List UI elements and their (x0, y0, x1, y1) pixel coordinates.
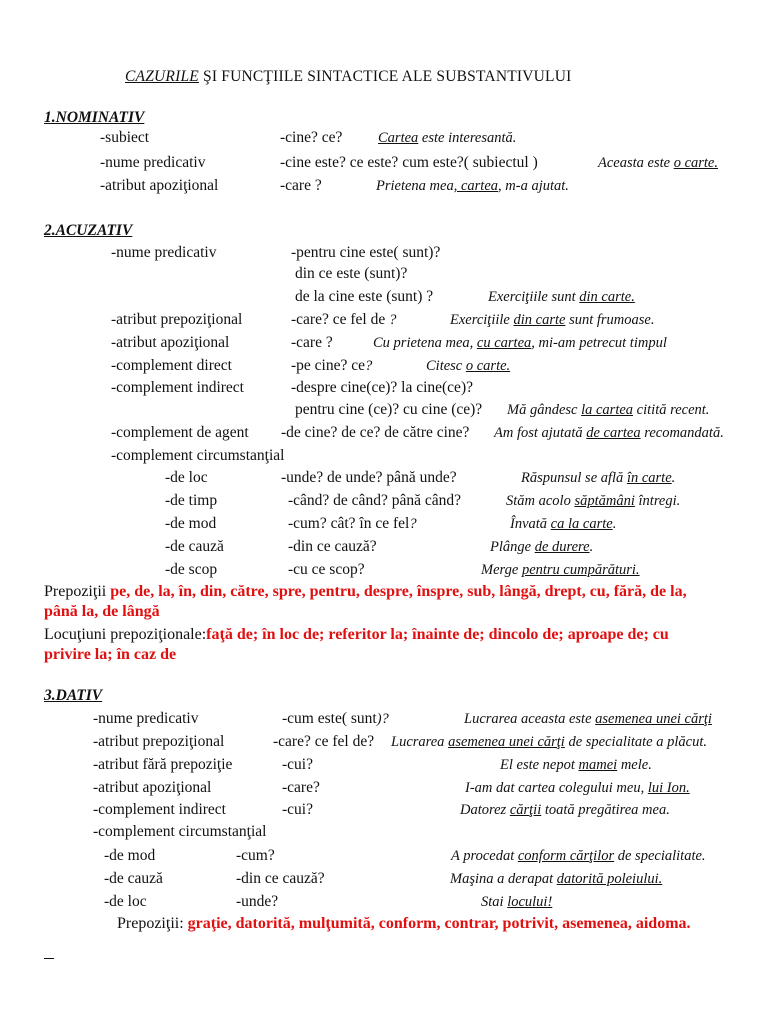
example-text: Merge (481, 562, 522, 578)
acuzativ-prepositions-line-2 (44, 603, 160, 621)
function-label: -atribut apoziţional (111, 334, 230, 351)
example-text: Stai (481, 894, 508, 910)
example-text: toată pregătirea mea. (541, 802, 670, 818)
example-text: Lucrarea aceasta este (464, 711, 596, 727)
example-text: Citesc (426, 358, 466, 374)
example-text: citită recent. (633, 402, 710, 418)
acuzativ-prepositions-line-1 (44, 583, 687, 601)
question-main: -cine este? ce este? cum este?( subiectul ) (280, 154, 538, 171)
example-text: Învată (510, 516, 551, 532)
question-mark: ? (389, 312, 397, 328)
example-underlined-word: datorită poleiului. (556, 871, 663, 887)
example-text: I-am dat cartea colegului meu, (465, 780, 648, 796)
question-main: -unde? de unde? până unde? (281, 469, 457, 486)
dativ-prepositions-line (117, 915, 691, 933)
question-text (288, 515, 417, 533)
question-main: -când? de când? până când? (288, 492, 461, 509)
example-text: Stăm acolo (506, 493, 575, 509)
function-label: -nume predicativ (93, 710, 199, 727)
function-label: -de cauză (104, 870, 163, 887)
function-label: -complement circumstanţial (93, 823, 267, 840)
acuzativ-locutions-line-1 (44, 626, 669, 644)
question-main: -care? ce fel de (291, 311, 390, 328)
question-mark: ? (365, 358, 373, 374)
question-text (295, 401, 482, 419)
example-text: de specialitate. (614, 848, 706, 864)
example-underlined-word: la cartea (581, 402, 634, 418)
example-underlined-word: , cartea (453, 178, 499, 194)
dativ-prepositions-label: Prepoziţii: (117, 915, 188, 932)
function-label: -complement de agent (111, 424, 249, 441)
example-sentence (500, 756, 652, 774)
example-underlined-word: cu cartea (476, 335, 532, 351)
example-underlined-word: de durere (534, 539, 590, 555)
example-sentence (507, 401, 709, 419)
example-text: Lucrarea (391, 734, 449, 750)
example-text: . (671, 470, 676, 486)
question-text (288, 492, 461, 510)
question-text (282, 756, 313, 774)
example-sentence (465, 779, 690, 797)
question-text (282, 710, 389, 728)
example-underlined-word: din carte. (579, 289, 635, 305)
acuzativ-prepositions-list-2: până la, de lângă (44, 603, 160, 620)
function-label: -atribut prepoziţional (93, 733, 225, 750)
question-text (236, 870, 325, 888)
question-text (291, 244, 440, 262)
function-label: -de loc (165, 469, 208, 486)
example-sentence (521, 469, 675, 487)
question-main: -care? ce fel de? (273, 733, 375, 750)
question-text (288, 561, 365, 579)
acuzativ-locutions-list-2: privire la; în caz de (44, 646, 177, 663)
question-text (291, 379, 473, 397)
question-main: din ce este (sunt)? (295, 265, 408, 282)
function-label: -de loc (104, 893, 147, 910)
question-main: -din ce cauză? (236, 870, 325, 887)
example-sentence (426, 357, 510, 375)
example-text: mele. (617, 757, 652, 773)
example-text: Prietena mea (376, 178, 454, 194)
question-main: -unde? (236, 893, 279, 910)
question-text (288, 538, 377, 556)
question-text (281, 469, 457, 487)
question-text (291, 334, 333, 352)
example-sentence (506, 492, 680, 510)
question-text (280, 177, 322, 195)
example-underlined-word: săptămâni (574, 493, 635, 509)
example-sentence (450, 870, 662, 888)
question-main: -cum? (236, 847, 275, 864)
example-text: Exerciţiile (450, 312, 514, 328)
function-label: -de mod (104, 847, 156, 864)
title-part-2: ŞI FUNCŢIILE SINTACTICE ALE SUBSTANTIVULUI (198, 68, 572, 85)
example-sentence (378, 129, 516, 147)
example-underlined-word: asemenea unei cărţi (595, 711, 712, 727)
question-main: -cum este( sunt (282, 710, 377, 727)
question-text (281, 424, 469, 442)
example-underlined-word: o carte. (673, 155, 718, 171)
question-text (273, 733, 374, 751)
dativ-prepositions-list: graţie, datorită, mulţumită, conform, contrar, potrivit, asemenea, aidoma. (187, 915, 691, 932)
example-sentence (490, 538, 593, 556)
function-label: -complement indirect (111, 379, 244, 396)
bottom-dash (44, 958, 54, 959)
example-sentence (464, 710, 712, 728)
question-text (295, 265, 407, 283)
example-text: de specialitate a plăcut. (564, 734, 707, 750)
question-main: pentru cine (ce)? cu cine (ce)? (295, 401, 483, 418)
function-label: -nume predicativ (100, 154, 206, 171)
function-label: -subiect (100, 129, 150, 146)
example-underlined-word: pentru cumpărături. (521, 562, 640, 578)
example-text: Exerciţiile sunt (488, 289, 580, 305)
example-sentence (488, 288, 635, 306)
question-text (236, 847, 275, 865)
question-main: -cui? (282, 801, 313, 818)
example-text: Cu prietena mea, (373, 335, 477, 351)
example-sentence (510, 515, 616, 533)
example-sentence (481, 893, 552, 911)
question-text (282, 779, 320, 797)
question-text (291, 311, 396, 329)
question-main: -cu ce scop? (288, 561, 365, 578)
example-text: El este nepot (500, 757, 579, 773)
example-sentence (450, 311, 654, 329)
example-text: sunt frumoase. (565, 312, 655, 328)
example-underlined-word: în carte (626, 470, 672, 486)
question-text (282, 801, 313, 819)
example-text: Maşina a derapat (450, 871, 557, 887)
question-main: -cum? cât? în ce fel (288, 515, 410, 532)
question-text (280, 129, 342, 147)
question-main: -care ? (291, 334, 333, 351)
example-text: , mi-am petrecut timpul (531, 335, 667, 351)
acuzativ-prepositions-label: Prepoziţii (44, 583, 111, 600)
acuzativ-locutions-list-1: faţă de; în loc de; referitor la; înainte de; dincolo de; aproape de; cu (206, 626, 669, 643)
title-part-1: CAZURILE (125, 68, 199, 85)
function-label: -complement indirect (93, 801, 226, 818)
example-underlined-word: conform cărţilor (517, 848, 615, 864)
example-text: . (612, 516, 617, 532)
function-label: -complement circumstanţial (111, 447, 285, 464)
question-main: -pentru cine este( sunt)? (291, 244, 441, 261)
example-underlined-word: din carte (513, 312, 566, 328)
function-label: -atribut fără prepoziţie (93, 756, 233, 773)
section-heading-nominativ: 1.NOMINATIV (44, 109, 145, 126)
question-main: -de cine? de ce? de către cine? (281, 424, 470, 441)
function-label: -atribut apoziţional (93, 779, 212, 796)
question-text (236, 893, 278, 911)
example-underlined-word: de cartea (586, 425, 641, 441)
example-sentence (391, 733, 707, 751)
example-underlined-word: Cartea (378, 130, 419, 146)
example-sentence (451, 847, 706, 865)
example-underlined-word: cărţii (509, 802, 542, 818)
question-main: -pe cine? ce (291, 357, 365, 374)
example-sentence (598, 154, 718, 172)
question-main: -din ce cauză? (288, 538, 377, 555)
example-text: Mă gândesc (507, 402, 582, 418)
example-underlined-word: asemenea unei cărţi (448, 734, 565, 750)
example-sentence (481, 561, 640, 579)
example-text: este interesantă. (418, 130, 517, 146)
example-text: A procedat (451, 848, 518, 864)
example-text: întregi. (634, 493, 681, 509)
acuzativ-locutions-line-2 (44, 646, 176, 664)
question-text (280, 154, 538, 172)
example-text: Aceasta este (598, 155, 674, 171)
example-underlined-word: o carte. (465, 358, 511, 374)
section-heading-acuzativ: 2.ACUZATIV (44, 222, 133, 239)
function-label: -complement direct (111, 357, 232, 374)
function-label: -nume predicativ (111, 244, 217, 261)
question-text (295, 288, 433, 306)
example-text: Răspunsul se află (521, 470, 627, 486)
example-sentence (460, 801, 670, 819)
function-label: -de mod (165, 515, 217, 532)
acuzativ-prepositions-list-1: pe, de, la, în, din, către, spre, pentru, despre, înspre, sub, lângă, drept, cu, fără, de la, (110, 583, 687, 600)
question-mark: ? (409, 516, 417, 532)
example-text: . (589, 539, 594, 555)
section-heading-dativ: 3.DATIV (44, 687, 103, 704)
document-title (125, 68, 571, 86)
example-sentence (494, 424, 724, 442)
function-label: -de cauză (165, 538, 224, 555)
question-main: -care ? (280, 177, 322, 194)
question-mark: )? (376, 711, 389, 727)
example-underlined-word: locului! (507, 894, 553, 910)
acuzativ-locutions-label: Locuţiuni prepoziţionale: (44, 626, 207, 643)
function-label: -de scop (165, 561, 218, 578)
example-text: Plânge (490, 539, 535, 555)
example-underlined-word: lui Ion. (647, 780, 690, 796)
example-text: , m-a ajutat. (498, 178, 569, 194)
example-text: recomandată. (640, 425, 724, 441)
question-main: -cine? ce? (280, 129, 343, 146)
function-label: -atribut apoziţional (100, 177, 219, 194)
function-label: -atribut prepoziţional (111, 311, 243, 328)
example-underlined-word: mamei (578, 757, 618, 773)
example-sentence (376, 177, 569, 195)
question-main: de la cine este (sunt) ? (295, 288, 434, 305)
function-label: -de timp (165, 492, 218, 509)
question-text (291, 357, 372, 375)
question-main: -despre cine(ce)? la cine(ce)? (291, 379, 473, 396)
example-sentence (373, 334, 667, 352)
example-text: Datorez (460, 802, 510, 818)
example-underlined-word: ca la carte (550, 516, 613, 532)
question-main: -care? (282, 779, 320, 796)
question-main: -cui? (282, 756, 313, 773)
example-text: Am fost ajutată (494, 425, 587, 441)
